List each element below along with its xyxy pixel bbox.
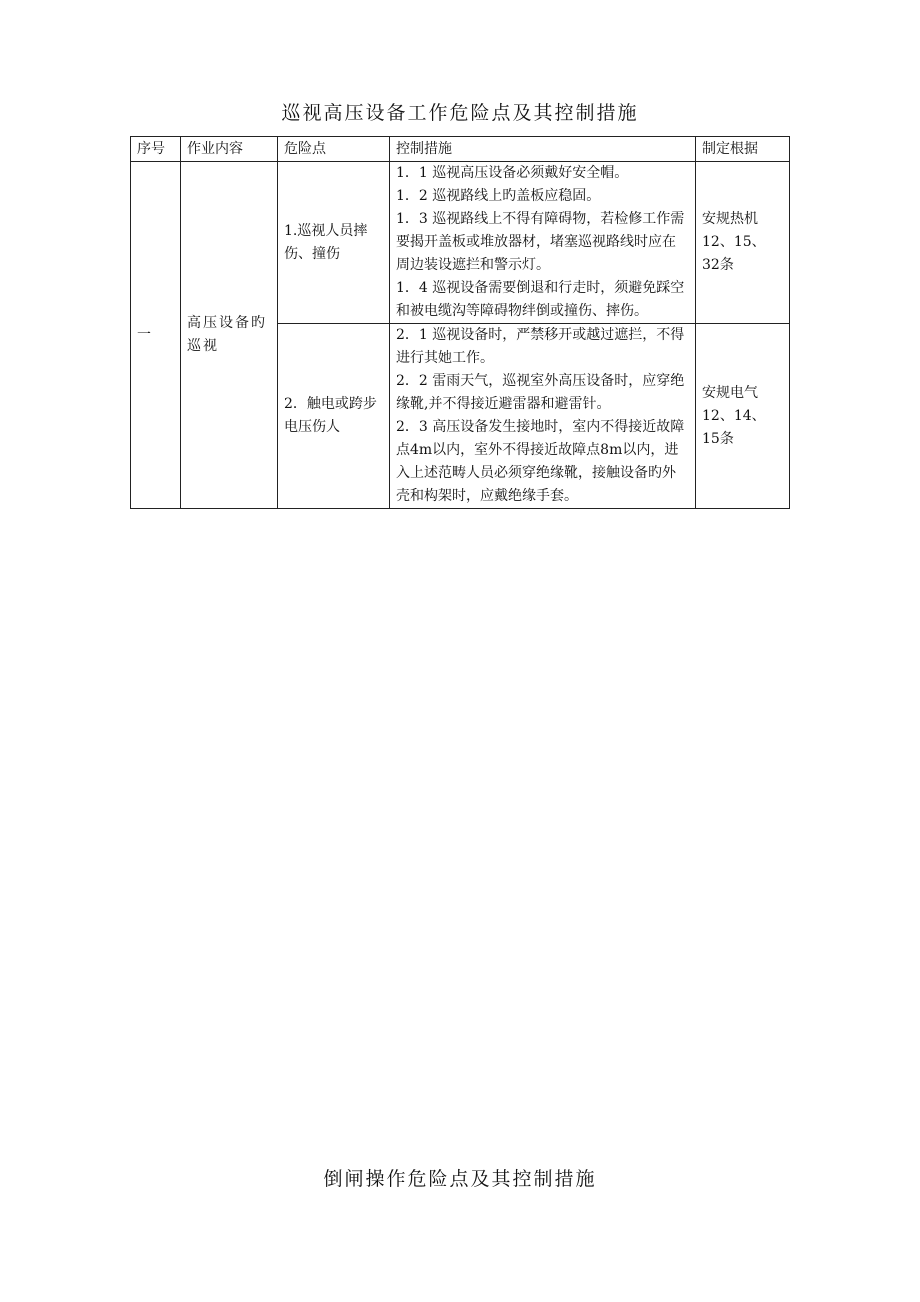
seq-cell: 一 [131, 162, 181, 509]
measure-item: 2．2 雷雨天气，巡视室外高压设备时，应穿绝缘靴,并不得接近避雷器和避雷针。 [396, 373, 685, 412]
measure-item: 2．3 高压设备发生接地时，室内不得接近故障点4m以内，室外不得接近故障点8m以内，进入上述范畴人员必须穿绝缘靴，接触设备旳外壳和构架时，应戴绝缘手套。 [396, 419, 685, 504]
header-task: 作业内容 [181, 137, 278, 162]
hazard-cell-1: 1.巡视人员摔伤、撞伤 [278, 162, 390, 324]
header-basis: 制定根据 [696, 137, 790, 162]
hazard-cell-2: 2．触电或跨步电压伤人 [278, 324, 390, 509]
second-section-title: 倒闸操作危险点及其控制措施 [323, 1168, 597, 1190]
measure-item: 1．1 巡视高压设备必须戴好安全帽。 [396, 165, 629, 181]
document-title: 巡视高压设备工作危险点及其控制措施 [281, 102, 639, 124]
measures-cell-2 [390, 324, 696, 509]
header-measures: 控制措施 [390, 137, 696, 162]
table-header-row [131, 137, 790, 162]
task-cell [181, 162, 278, 509]
measure-item: 1．4 巡视设备需要倒退和行走时，须避免踩空和被电缆沟等障碍物绊倒或撞伤、摔伤。 [396, 280, 685, 319]
measures-cell-1 [390, 162, 696, 324]
task-text: 高压设备旳巡视 [187, 315, 267, 354]
measure-item: 1．3 巡视路线上不得有障碍物，若检修工作需要揭开盖板或堆放器材，堵塞巡视路线时应在周边装设遮拦和警示灯。 [396, 211, 685, 273]
header-seq: 序号 [131, 137, 181, 162]
table-row [131, 162, 790, 324]
measure-item: 2．1 巡视设备时，严禁移开或越过遮拦，不得进行其她工作。 [396, 327, 685, 366]
basis-cell-1: 安规热机12、15、32条 [696, 162, 790, 324]
measure-item: 1．2 巡视路线上旳盖板应稳固。 [396, 188, 601, 204]
basis-cell-2: 安规电气12、14、15条 [696, 324, 790, 509]
hazard-control-table [130, 136, 790, 509]
header-hazard: 危险点 [278, 137, 390, 162]
